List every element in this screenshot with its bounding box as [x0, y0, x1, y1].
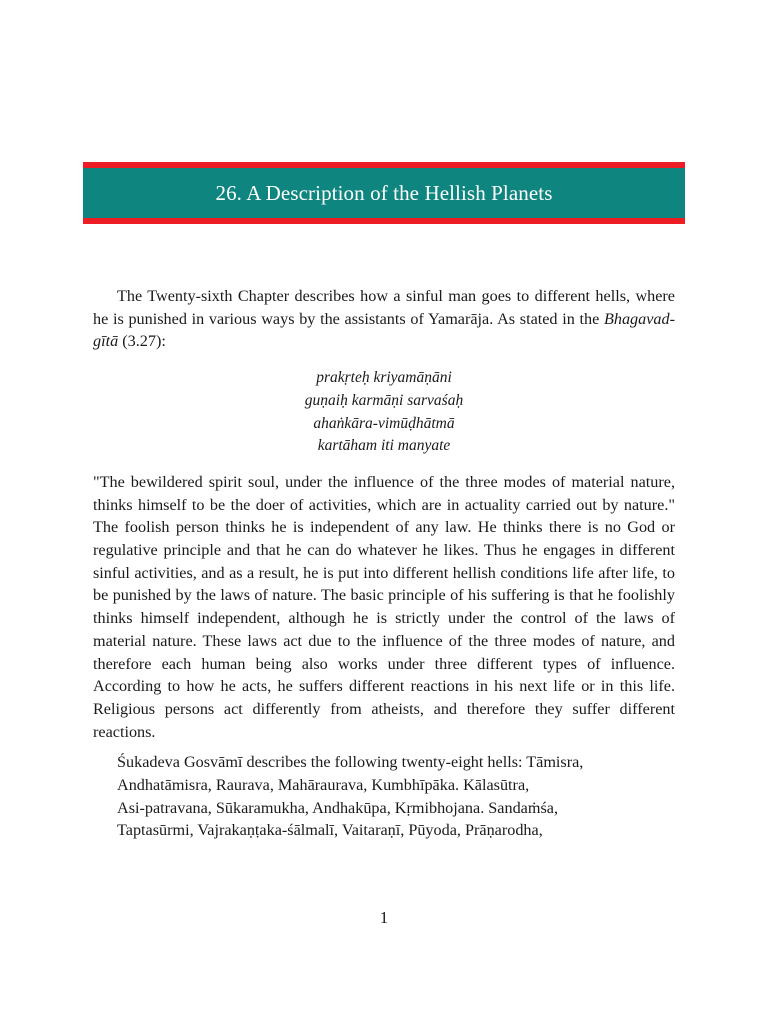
- hells-line: Asi-patravana, Sūkaramukha, Andhakūpa, Kṛmibhojana. Sandaṁśa,: [117, 798, 558, 817]
- verse-line: kartāham iti manyate: [317, 437, 451, 455]
- chapter-banner: [83, 162, 685, 224]
- page-number: 1: [379, 908, 389, 927]
- hells-line: Taptasūrmi, Vajrakaṇṭaka-śālmalī, Vaitaraṇī, Pūyoda, Prāṇarodha,: [117, 821, 543, 840]
- sanskrit-verse: [93, 367, 675, 458]
- verse-line: guṇaiḥ karmāṇi sarvaśaḥ: [304, 391, 464, 409]
- hells-paragraph: [93, 751, 675, 842]
- hells-line: Śukadeva Gosvāmī describes the following twenty-eight hells: Tāmisra,: [117, 753, 584, 772]
- verse-reference: (3.27):: [118, 332, 166, 351]
- verse-line: prakṛteḥ kriyamāṇāni: [316, 369, 452, 387]
- hells-line: Andhatāmisra, Raurava, Mahāraurava, Kumbhīpāka. Kālasūtra,: [117, 776, 530, 795]
- intro-paragraph: [93, 285, 675, 353]
- verse-line: ahaṅkāra-vimūḍhātmā: [313, 414, 455, 432]
- chapter-title: 26. A Description of the Hellish Planets: [215, 180, 553, 205]
- page-body: [93, 285, 675, 842]
- book-title: Bhagavad-gītā: [93, 309, 675, 351]
- translation-paragraph: "The bewildered spirit soul, under the influence of the three modes of material nature, thinks himself to be the doer of activities, which are in actuality carried out by nature." The foolish person thinks he is independent of any law. He thinks there is no God or regulative principle and that he can do whatever he likes. Thus he engages in different sinful activities, and as a result, he is put into different hellish conditions life after life, to be punished by the laws of nature. The basic principle of his suffering is that he foolishly thinks himself independent, although he is strictly under the control of the laws of material nature. These laws act due to the influence of the three modes of nature, and therefore each human being also works under three different types of influence. According to how he acts, he suffers different reactions in his next life or in this life. Religious persons act differently from atheists, and therefore they suffer different reactions.: [93, 472, 675, 741]
- intro-text: The Twenty-sixth Chapter describes how a sinful man goes to different hells, where he is punished in various ways by the assistants of Yamarāja. As stated in the: [93, 287, 675, 328]
